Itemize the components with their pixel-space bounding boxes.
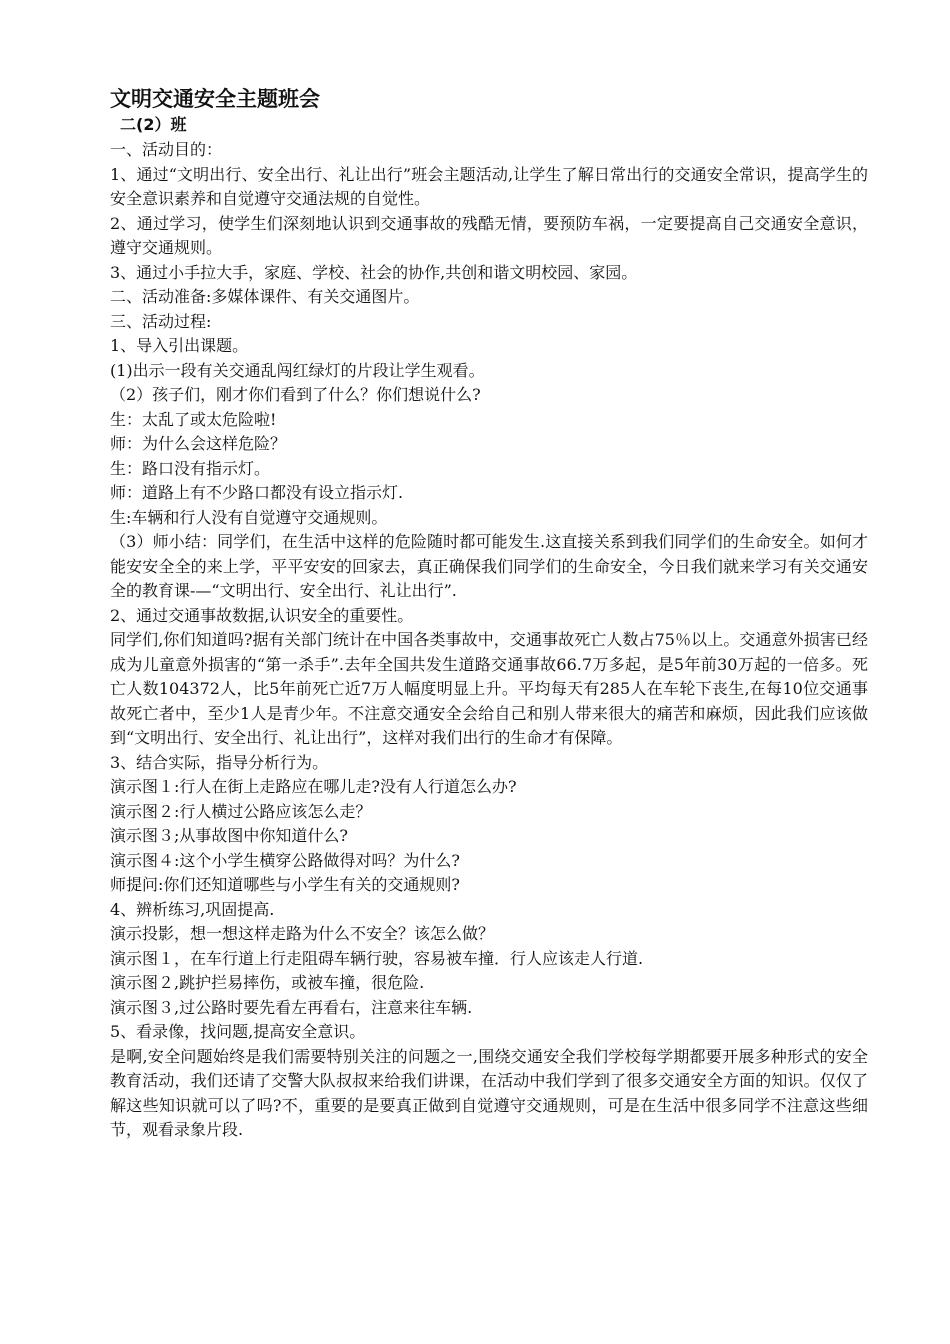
paragraph: 2、通过学习，使学生们深刻地认识到交通事故的残酷无情，要预防车祸，一定要提高自己交通安全意识，遵守交通规则。 (110, 213, 868, 257)
paragraph: (1)出示一段有关交通乱闯红绿灯的片段让学生观看。 (110, 360, 485, 380)
paragraph: 1、通过“文明出行、安全出行、礼让出行”班会主题活动,让学生了解日常出行的交通安全常识，提高学生的安全意识素养和自觉遵守交通法规的自觉性。 (110, 164, 868, 208)
paragraph: 生:车辆和行人没有自觉遵守交通规则。 (110, 507, 388, 527)
document-title: 文明交通安全主题班会 (110, 87, 320, 111)
paragraph: 是啊,安全问题始终是我们需要特别关注的问题之一,围绕交通安全我们学校每学期都要开展多种形式的安全教育活动，我们还请了交警大队叔叔来给我们讲课，在活动中我们学到了很多交通安全方面的知识。仅仅了解这些知识就可以了吗?不，重要的是要真正做到自觉遵守交通规则，可是在生活中很多同学不注意这些细节，观看录象片段. (110, 1046, 868, 1139)
class-name: 二(2）班 (120, 115, 187, 134)
paragraph: 演示图４:这个小学生横穿公路做得对吗？为什么? (110, 850, 460, 870)
paragraph: 2、通过交通事故数据,认识安全的重要性。 (110, 605, 414, 625)
paragraph: 演示图１，在车行道上行走阻碍车辆行驶，容易被车撞．行人应该走人行道. (110, 948, 644, 968)
paragraph: （3）师小结：同学们，在生活中这样的危险随时都可能发生.这直接关系到我们同学们的生命安全。如何才能安安全全的来上学，平平安安的回家去，真正确保我们同学们的生命安全，今日我们就来学习有关交通安全的教育课-—“文明出行、安全出行、礼让出行”. (110, 532, 868, 600)
paragraph: 生：路口没有指示灯。 (110, 458, 271, 478)
paragraph: 三、活动过程: (110, 311, 212, 331)
paragraph: 演示图２,跳护拦易摔伤，或被车撞，很危险. (110, 973, 425, 992)
paragraph: 3、结合实际，指导分析行为。 (110, 752, 329, 772)
paragraph: 二、活动准备:多媒体课件、有关交通图片。 (110, 287, 420, 306)
paragraph: 5、看录像，找问题,提高安全意识。 (110, 1022, 366, 1041)
paragraph: 演示图３,过公路时要先看左再看右，注意来往车辆. (110, 997, 473, 1017)
paragraph: 演示投影，想一想这样走路为什么不安全？该怎么做？ (110, 924, 495, 943)
paragraph: 生：太乱了或太危险啦! (110, 409, 277, 429)
paragraph: 3、通过小手拉大手，家庭、学校、社会的协作,共创和谐文明校园、家园。 (110, 262, 638, 282)
paragraph: 同学们,你们知道吗?据有关部门统计在中国各类事故中，交通事故死亡人数占75％以上。交通意外损害已经成为儿童意外损害的“第一杀手”.去年全国共发生道路交通事故66.7万多起，是5年前30万起的一倍多。死亡人数104372人，比5年前死亡近7万人幅度明显上升。平均每天有285人在车轮下丧生,在每10位交通事故死亡者中，至少1人是青少年。不注意交通安全会给自己和别人带来很大的痛苦和麻烦，因此我们应该做到“文明出行、安全出行、礼让出行”，这样对我们出行的生命才有保障。 (110, 630, 868, 747)
paragraph: 演示图２:行人横过公路应该怎么走？ (110, 801, 372, 821)
paragraph: 4、辨析练习,巩固提高. (110, 899, 275, 919)
paragraph: 师：为什么会这样危险？ (110, 434, 287, 453)
paragraph: （2）孩子们，刚才你们看到了什么？你们想说什么? (110, 385, 481, 404)
document-body (110, 138, 868, 1143)
paragraph: 演示图１:行人在街上走路应在哪儿走?没有人行道怎么办? (110, 777, 517, 796)
paragraph: 一、活动目的： (110, 140, 223, 159)
paragraph: 师：道路上有不少路口都没有设立指示灯. (110, 483, 404, 502)
paragraph: 演示图３;从事故图中你知道什么? (110, 826, 348, 845)
paragraph: 师提问:你们还知道哪些与小学生有关的交通规则? (110, 875, 460, 894)
paragraph: 1、导入引出课题。 (110, 336, 249, 355)
